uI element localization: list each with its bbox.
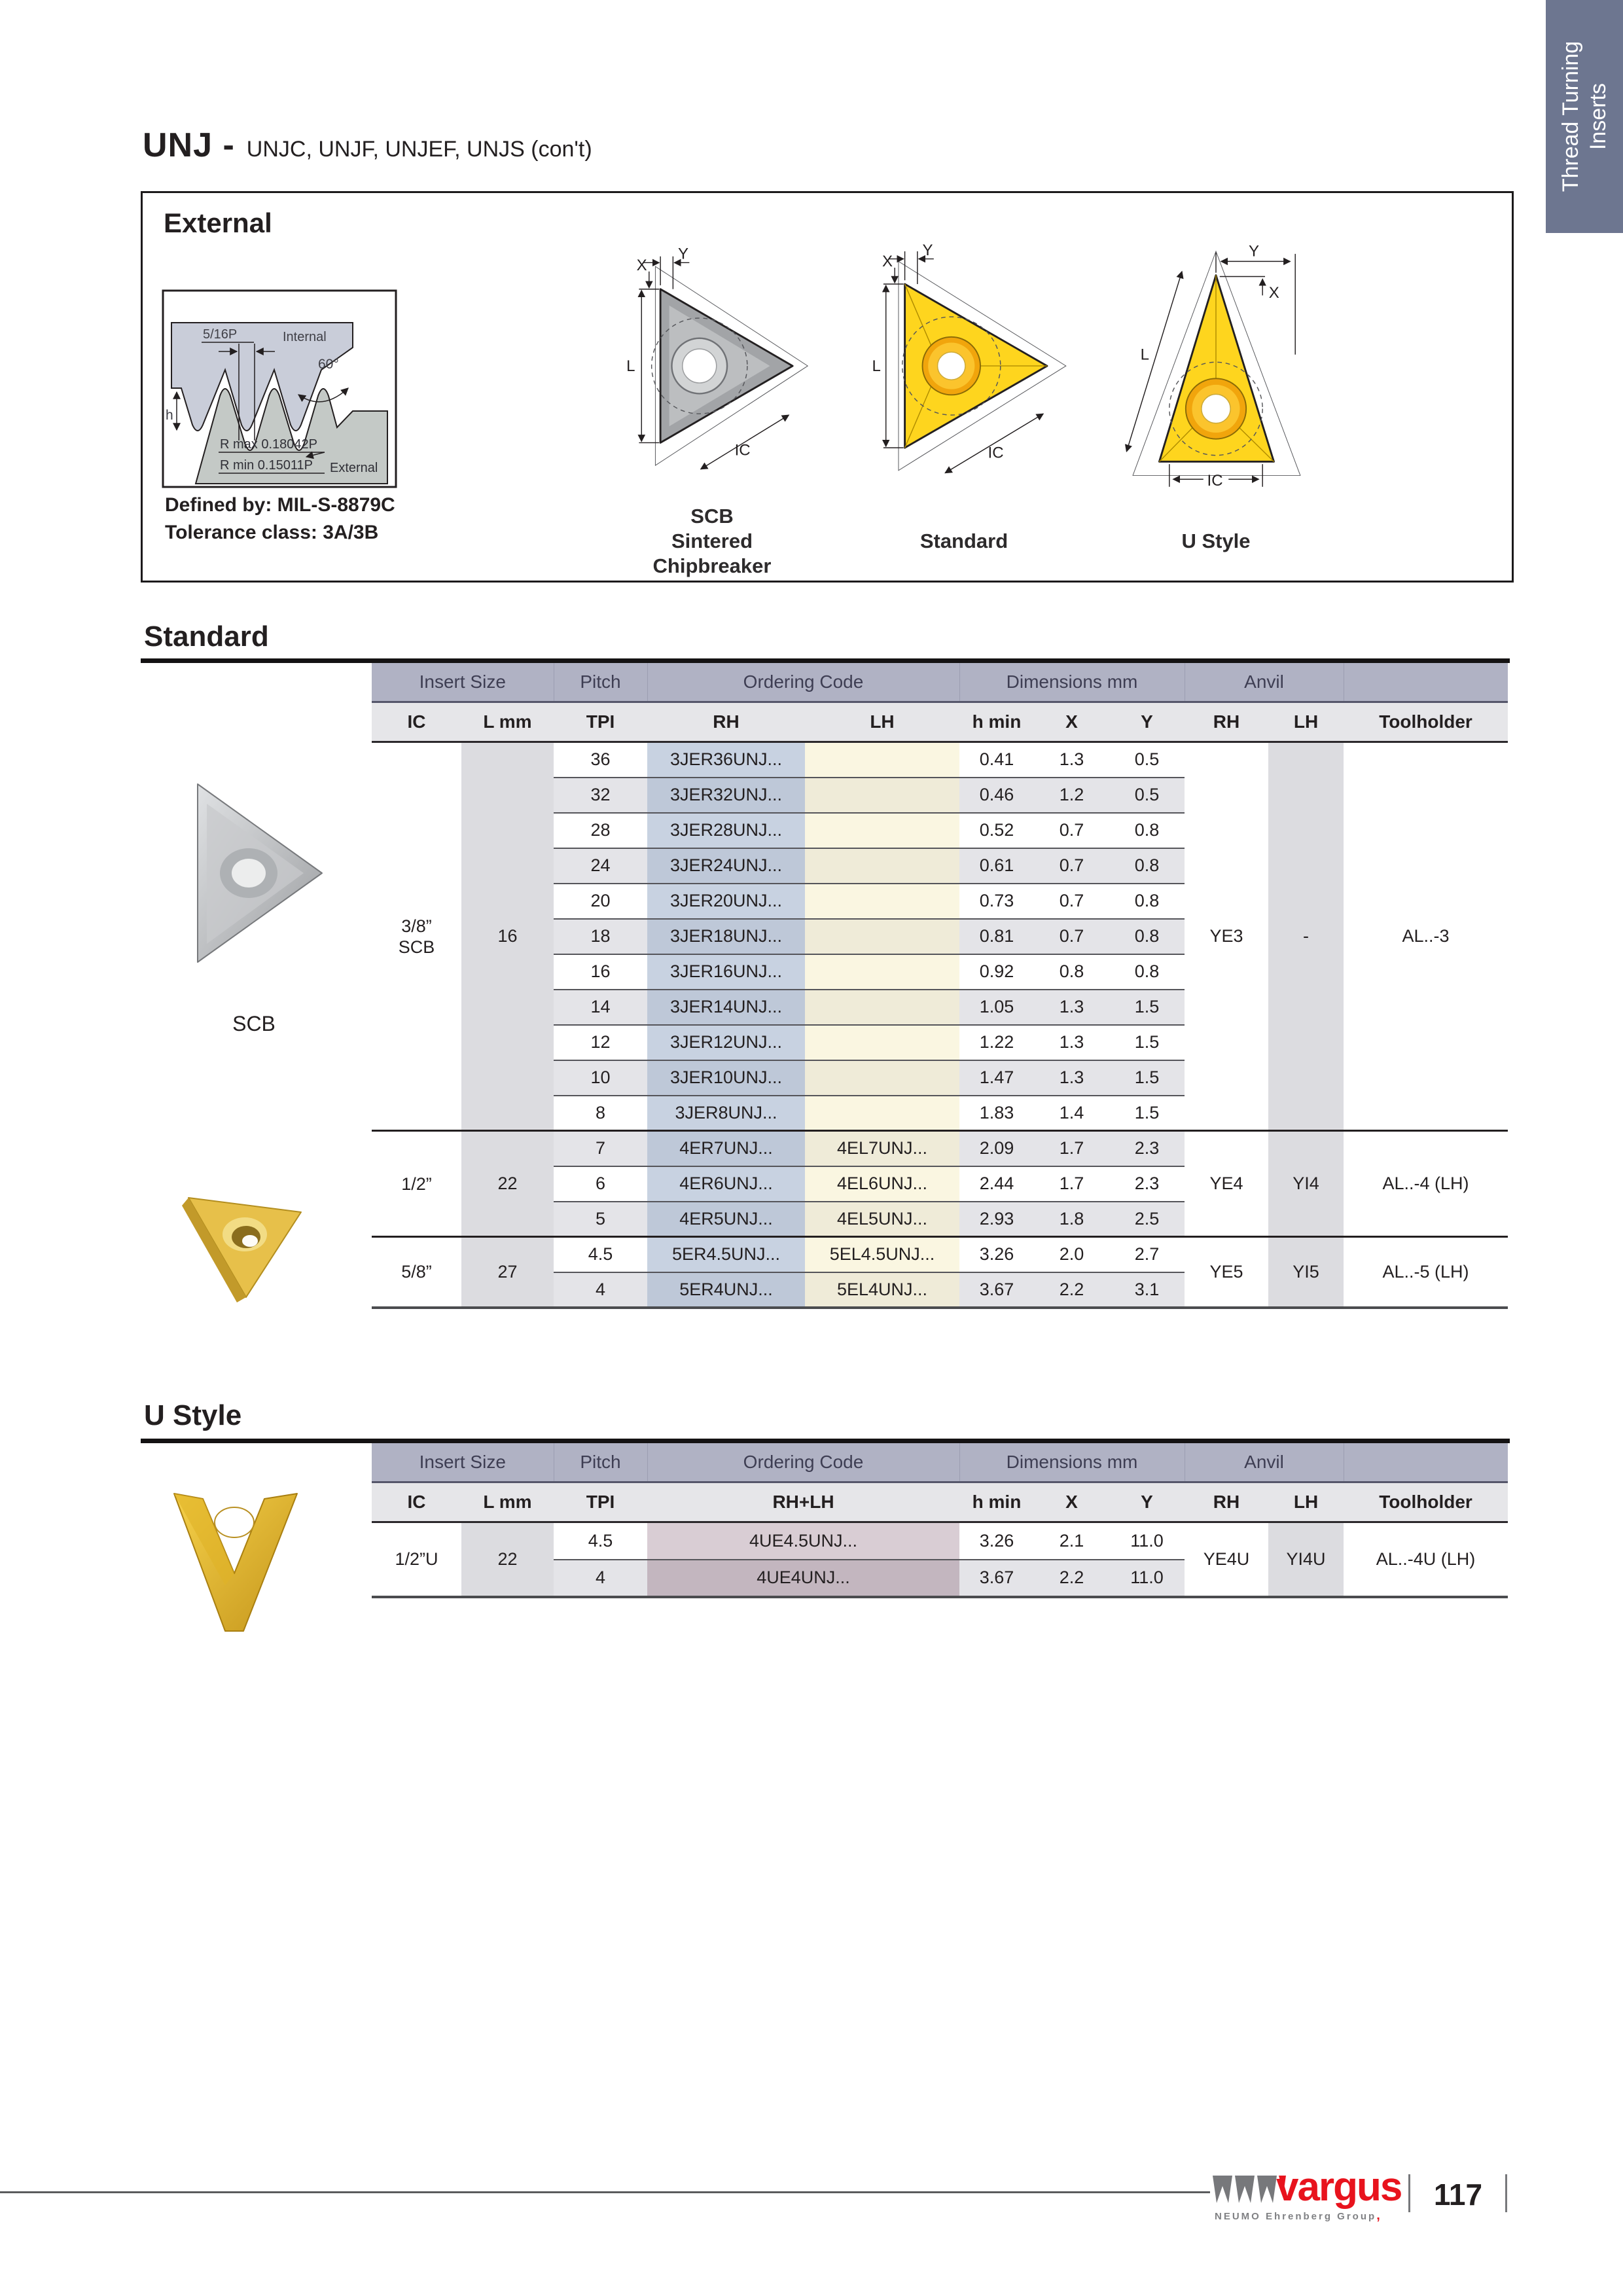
ordering-code-rh-cell: 3JER16UNJ... bbox=[647, 954, 805, 990]
tpi-cell: 12 bbox=[554, 1025, 647, 1060]
table-row bbox=[372, 1522, 1508, 1560]
ordering-code-rh-cell: 4ER5UNJ... bbox=[647, 1202, 805, 1237]
dim-y-label: Y bbox=[678, 245, 689, 263]
hmin-cell: 2.93 bbox=[959, 1202, 1034, 1237]
ustyle-insert-photo bbox=[165, 1480, 306, 1641]
group-header-row bbox=[372, 1443, 1508, 1482]
ordering-code-rh-cell: 3JER28UNJ... bbox=[647, 813, 805, 848]
ordering-code-lh-cell bbox=[805, 884, 959, 919]
footer-rule bbox=[0, 2191, 1210, 2193]
ordering-code-lh-cell: 5EL4.5UNJ... bbox=[805, 1237, 959, 1272]
ordering-code-lh-cell: 4EL7UNJ... bbox=[805, 1131, 959, 1166]
standard-insert-drawing bbox=[853, 235, 1075, 499]
dim-ic-label: IC bbox=[1207, 471, 1223, 490]
caption-ustyle: U Style bbox=[1181, 529, 1251, 552]
x-cell: 1.3 bbox=[1034, 742, 1109, 778]
col-y: Y bbox=[1109, 1482, 1185, 1522]
table-row bbox=[372, 742, 1508, 778]
dim-l-label: L bbox=[872, 357, 881, 375]
tpi-cell: 8 bbox=[554, 1096, 647, 1131]
anvil-lh-cell: YI4 bbox=[1268, 1131, 1344, 1237]
col-anvil-lh: LH bbox=[1268, 702, 1344, 742]
y-cell: 1.5 bbox=[1109, 1060, 1185, 1096]
insert-size-l-cell: 27 bbox=[461, 1237, 554, 1308]
anvil-lh-cell: YI4U bbox=[1268, 1522, 1344, 1597]
hmin-cell: 0.92 bbox=[959, 954, 1034, 990]
x-cell: 1.3 bbox=[1034, 1060, 1109, 1096]
anvil-rh-cell: YE3 bbox=[1185, 742, 1268, 1131]
y-cell: 1.5 bbox=[1109, 990, 1185, 1025]
hmin-cell: 1.47 bbox=[959, 1060, 1034, 1096]
standard-table bbox=[372, 663, 1508, 1309]
x-cell: 2.0 bbox=[1034, 1237, 1109, 1272]
y-cell: 2.3 bbox=[1109, 1166, 1185, 1202]
ordering-code-lh-cell bbox=[805, 778, 959, 813]
ordering-code-rh-cell: 4ER7UNJ... bbox=[647, 1131, 805, 1166]
insert-size-l-cell: 22 bbox=[461, 1131, 554, 1237]
profile-external-label: External bbox=[330, 461, 378, 475]
ustyle-insert-drawing bbox=[1105, 235, 1327, 499]
column-header-row bbox=[372, 702, 1508, 742]
y-cell: 2.7 bbox=[1109, 1237, 1185, 1272]
ordering-code-rh-cell: 3JER32UNJ... bbox=[647, 778, 805, 813]
group-header-row bbox=[372, 663, 1508, 702]
tpi-cell: 32 bbox=[554, 778, 647, 813]
y-cell: 0.8 bbox=[1109, 884, 1185, 919]
standard-section-heading: Standard bbox=[144, 620, 269, 653]
hmin-cell: 2.44 bbox=[959, 1166, 1034, 1202]
series-subtitle: UNJC, UNJF, UNJEF, UNJS (con't) bbox=[246, 137, 592, 162]
caption-sintered: Sintered bbox=[671, 529, 753, 552]
toolholder-cell: AL..-4 (LH) bbox=[1344, 1131, 1508, 1237]
col-toolholder: Toolholder bbox=[1344, 702, 1508, 742]
toolholder-cell: AL..-4U (LH) bbox=[1344, 1522, 1508, 1597]
tpi-cell: 18 bbox=[554, 919, 647, 954]
x-cell: 1.4 bbox=[1034, 1096, 1109, 1131]
tpi-cell: 20 bbox=[554, 884, 647, 919]
dim-x-label: X bbox=[882, 253, 893, 271]
anvil-lh-cell: YI5 bbox=[1268, 1237, 1344, 1308]
anvil-lh-cell: - bbox=[1268, 742, 1344, 1131]
group-header-insert-size: Insert Size bbox=[372, 1443, 554, 1482]
ordering-code-lh-cell bbox=[805, 919, 959, 954]
x-cell: 1.3 bbox=[1034, 1025, 1109, 1060]
x-cell: 1.7 bbox=[1034, 1131, 1109, 1166]
ordering-code-rh-cell: 5ER4UNJ... bbox=[647, 1272, 805, 1308]
dim-y-label: Y bbox=[922, 241, 933, 259]
ordering-code-lh-cell bbox=[805, 848, 959, 884]
dim-x-label: X bbox=[636, 256, 647, 274]
col-lmm: L mm bbox=[461, 702, 554, 742]
profile-rmin-label: R min 0.15011P bbox=[220, 458, 313, 473]
tpi-cell: 28 bbox=[554, 813, 647, 848]
ordering-code-rh-cell: 3JER14UNJ... bbox=[647, 990, 805, 1025]
ordering-code-lh-cell bbox=[805, 1096, 959, 1131]
x-cell: 1.2 bbox=[1034, 778, 1109, 813]
tpi-cell: 4.5 bbox=[554, 1522, 647, 1560]
vargus-logo-icon bbox=[1213, 2174, 1286, 2204]
profile-pitch-label: 5/16P bbox=[203, 327, 238, 342]
vargus-brand-text: vargus bbox=[1276, 2164, 1402, 2210]
hmin-cell: 0.52 bbox=[959, 813, 1034, 848]
y-cell: 0.8 bbox=[1109, 954, 1185, 990]
group-header-toolholder-spacer bbox=[1344, 1443, 1508, 1482]
ordering-code-rh-cell: 3JER10UNJ... bbox=[647, 1060, 805, 1096]
dim-x-label: X bbox=[1268, 284, 1279, 302]
hmin-cell: 3.26 bbox=[959, 1522, 1034, 1560]
col-x: X bbox=[1034, 702, 1109, 742]
ustyle-section-rule bbox=[141, 1439, 1510, 1443]
logo-red-mark: , bbox=[1376, 2208, 1382, 2223]
group-header-ordering-code: Ordering Code bbox=[647, 1443, 959, 1482]
tpi-cell: 4 bbox=[554, 1560, 647, 1597]
ordering-code-rh-cell: 3JER8UNJ... bbox=[647, 1096, 805, 1131]
col-anvil-rh: RH bbox=[1185, 1482, 1268, 1522]
tpi-cell: 4 bbox=[554, 1272, 647, 1308]
ordering-code-lh-cell bbox=[805, 742, 959, 778]
col-ic: IC bbox=[372, 702, 461, 742]
x-cell: 0.8 bbox=[1034, 954, 1109, 990]
y-cell: 2.5 bbox=[1109, 1202, 1185, 1237]
ordering-code-rh-cell: 3JER36UNJ... bbox=[647, 742, 805, 778]
insert-size-l-cell: 16 bbox=[461, 742, 554, 1131]
ordering-code-rh-cell: 3JER18UNJ... bbox=[647, 919, 805, 954]
hmin-cell: 3.26 bbox=[959, 1237, 1034, 1272]
col-y: Y bbox=[1109, 702, 1185, 742]
scb-insert-drawing bbox=[601, 235, 823, 499]
y-cell: 3.1 bbox=[1109, 1272, 1185, 1308]
col-lh-code: LH bbox=[805, 702, 959, 742]
hmin-cell: 0.73 bbox=[959, 884, 1034, 919]
ordering-code-lh-cell bbox=[805, 954, 959, 990]
group-header-pitch: Pitch bbox=[554, 663, 647, 702]
tolerance-text: Tolerance class: 3A/3B bbox=[165, 522, 379, 543]
dim-l-label: L bbox=[626, 357, 635, 375]
x-cell: 1.7 bbox=[1034, 1166, 1109, 1202]
group-header-toolholder-spacer bbox=[1344, 663, 1508, 702]
y-cell: 0.8 bbox=[1109, 848, 1185, 884]
y-cell: 0.8 bbox=[1109, 813, 1185, 848]
x-cell: 2.2 bbox=[1034, 1560, 1109, 1597]
anvil-rh-cell: YE4 bbox=[1185, 1131, 1268, 1237]
hmin-cell: 0.41 bbox=[959, 742, 1034, 778]
column-header-row bbox=[372, 1482, 1508, 1522]
external-section bbox=[141, 191, 1514, 583]
page-title bbox=[143, 126, 592, 165]
gold-insert-photo bbox=[169, 1172, 319, 1309]
ordering-code-lh-cell bbox=[805, 1025, 959, 1060]
side-tab-label bbox=[1546, 0, 1623, 233]
group-header-insert-size: Insert Size bbox=[372, 663, 554, 702]
x-cell: 2.2 bbox=[1034, 1272, 1109, 1308]
col-anvil-rh: RH bbox=[1185, 702, 1268, 742]
tpi-cell: 5 bbox=[554, 1202, 647, 1237]
ordering-code-rh-cell: 3JER12UNJ... bbox=[647, 1025, 805, 1060]
col-hmin: h min bbox=[959, 1482, 1034, 1522]
tpi-cell: 4.5 bbox=[554, 1237, 647, 1272]
ordering-code-cell: 4UE4.5UNJ... bbox=[647, 1522, 959, 1560]
ordering-code-cell: 4UE4UNJ... bbox=[647, 1560, 959, 1597]
col-rh-code: RH bbox=[647, 702, 805, 742]
dim-ic-label: IC bbox=[734, 441, 751, 459]
y-cell: 0.8 bbox=[1109, 919, 1185, 954]
x-cell: 0.7 bbox=[1034, 848, 1109, 884]
ordering-code-rh-cell: 3JER20UNJ... bbox=[647, 884, 805, 919]
x-cell: 0.7 bbox=[1034, 813, 1109, 848]
insert-size-ic-cell: 1/2”U bbox=[372, 1522, 461, 1597]
anvil-rh-cell: YE4U bbox=[1185, 1522, 1268, 1597]
y-cell: 0.5 bbox=[1109, 742, 1185, 778]
hmin-cell: 1.83 bbox=[959, 1096, 1034, 1131]
page-number: 117 bbox=[1433, 2178, 1483, 2212]
table-row bbox=[372, 1131, 1508, 1166]
tpi-cell: 14 bbox=[554, 990, 647, 1025]
group-header-anvil: Anvil bbox=[1185, 663, 1344, 702]
side-tab-line1: Thread Turning bbox=[1558, 41, 1583, 192]
caption-chipbreaker: Chipbreaker bbox=[652, 554, 772, 577]
y-cell: 11.0 bbox=[1109, 1560, 1185, 1597]
vargus-group-text: NEUMO Ehrenberg Group, bbox=[1215, 2208, 1382, 2223]
x-cell: 1.8 bbox=[1034, 1202, 1109, 1237]
dim-y-label: Y bbox=[1249, 242, 1260, 260]
toolholder-cell: AL..-3 bbox=[1344, 742, 1508, 1131]
col-hmin: h min bbox=[959, 702, 1034, 742]
hmin-cell: 1.22 bbox=[959, 1025, 1034, 1060]
ordering-code-lh-cell: 5EL4UNJ... bbox=[805, 1272, 959, 1308]
col-tpi: TPI bbox=[554, 1482, 647, 1522]
ordering-code-rh-cell: 5ER4.5UNJ... bbox=[647, 1237, 805, 1272]
ordering-code-lh-cell: 4EL5UNJ... bbox=[805, 1202, 959, 1237]
toolholder-cell: AL..-5 (LH) bbox=[1344, 1237, 1508, 1308]
tpi-cell: 16 bbox=[554, 954, 647, 990]
col-lmm: L mm bbox=[461, 1482, 554, 1522]
series-title: UNJ - bbox=[143, 126, 235, 164]
dim-ic-label: IC bbox=[988, 444, 1004, 462]
profile-angle-label: 60° bbox=[318, 357, 339, 372]
insert-size-l-cell: 22 bbox=[461, 1522, 554, 1597]
ustyle-section-heading: U Style bbox=[144, 1399, 242, 1431]
y-cell: 0.5 bbox=[1109, 778, 1185, 813]
hmin-cell: 3.67 bbox=[959, 1560, 1034, 1597]
x-cell: 1.3 bbox=[1034, 990, 1109, 1025]
tpi-cell: 6 bbox=[554, 1166, 647, 1202]
scb-photo-caption: SCB bbox=[232, 1012, 276, 1035]
standard-section-rule bbox=[141, 658, 1510, 663]
insert-size-ic-cell: 1/2” bbox=[372, 1131, 461, 1237]
ordering-code-lh-cell bbox=[805, 990, 959, 1025]
tpi-cell: 24 bbox=[554, 848, 647, 884]
ordering-code-rh-cell: 4ER6UNJ... bbox=[647, 1166, 805, 1202]
side-tab-line2: Inserts bbox=[1586, 82, 1611, 151]
group-header-dimensions: Dimensions mm bbox=[959, 1443, 1185, 1482]
caption-standard: Standard bbox=[919, 529, 1008, 552]
y-cell: 11.0 bbox=[1109, 1522, 1185, 1560]
scb-insert-photo bbox=[175, 758, 332, 1000]
y-cell: 1.5 bbox=[1109, 1025, 1185, 1060]
thread-profile-diagram bbox=[161, 289, 398, 489]
ordering-code-lh-cell bbox=[805, 813, 959, 848]
y-cell: 1.5 bbox=[1109, 1096, 1185, 1131]
col-ic: IC bbox=[372, 1482, 461, 1522]
external-label: External bbox=[164, 207, 272, 238]
tpi-cell: 36 bbox=[554, 742, 647, 778]
col-anvil-lh: LH bbox=[1268, 1482, 1344, 1522]
insert-size-ic-cell: 3/8” SCB bbox=[372, 742, 461, 1131]
defined-by-text: Defined by: MIL-S-8879C bbox=[165, 494, 395, 516]
ordering-code-lh-cell bbox=[805, 1060, 959, 1096]
group-header-ordering-code: Ordering Code bbox=[647, 663, 959, 702]
col-toolholder: Toolholder bbox=[1344, 1482, 1508, 1522]
hmin-cell: 0.61 bbox=[959, 848, 1034, 884]
page-number-divider-right bbox=[1505, 2174, 1507, 2212]
hmin-cell: 3.67 bbox=[959, 1272, 1034, 1308]
profile-rmax-label: R max 0.18042P bbox=[220, 437, 317, 452]
profile-h-label: h bbox=[166, 408, 173, 423]
x-cell: 2.1 bbox=[1034, 1522, 1109, 1560]
x-cell: 0.7 bbox=[1034, 884, 1109, 919]
col-x: X bbox=[1034, 1482, 1109, 1522]
dim-l-label: L bbox=[1140, 346, 1149, 364]
ordering-code-lh-cell: 4EL6UNJ... bbox=[805, 1166, 959, 1202]
group-header-pitch: Pitch bbox=[554, 1443, 647, 1482]
hmin-cell: 1.05 bbox=[959, 990, 1034, 1025]
tpi-cell: 7 bbox=[554, 1131, 647, 1166]
caption-scb: SCB bbox=[690, 505, 734, 528]
ordering-code-rh-cell: 3JER24UNJ... bbox=[647, 848, 805, 884]
anvil-rh-cell: YE5 bbox=[1185, 1237, 1268, 1308]
hmin-cell: 2.09 bbox=[959, 1131, 1034, 1166]
col-tpi: TPI bbox=[554, 702, 647, 742]
x-cell: 0.7 bbox=[1034, 919, 1109, 954]
hmin-cell: 0.46 bbox=[959, 778, 1034, 813]
ustyle-table bbox=[372, 1443, 1508, 1598]
table-row bbox=[372, 1237, 1508, 1272]
hmin-cell: 0.81 bbox=[959, 919, 1034, 954]
group-header-dimensions: Dimensions mm bbox=[959, 663, 1185, 702]
insert-size-ic-cell: 5/8” bbox=[372, 1237, 461, 1308]
y-cell: 2.3 bbox=[1109, 1131, 1185, 1166]
col-rhlh-code: RH+LH bbox=[647, 1482, 959, 1522]
page-number-divider-left bbox=[1408, 2174, 1410, 2212]
profile-internal-label: Internal bbox=[283, 330, 327, 344]
group-header-anvil: Anvil bbox=[1185, 1443, 1344, 1482]
tpi-cell: 10 bbox=[554, 1060, 647, 1096]
